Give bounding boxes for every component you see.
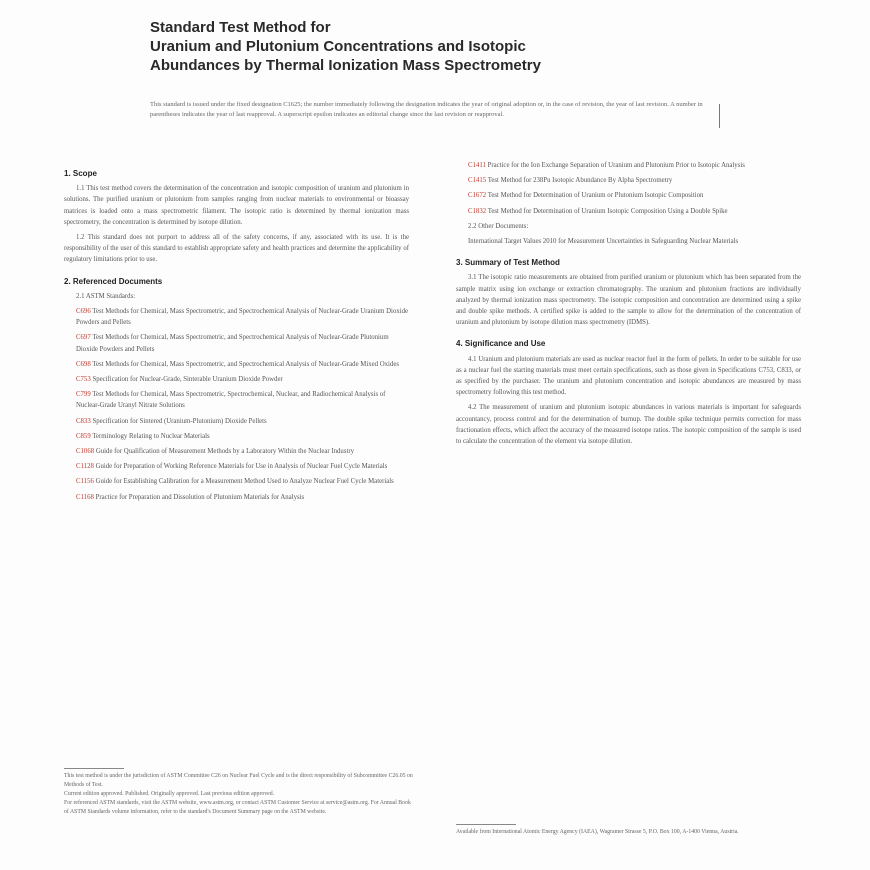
reference-code-link[interactable]: C1156: [76, 478, 94, 486]
section-heading-referenced-documents: 2. Referenced Documents: [64, 276, 163, 286]
summary-paragraph-1: 3.1 The isotopic ratio measurements are obtained from purified uranium or plutonium which has been separated from the sample matrix using ion exchange or extraction chromatography. The uranium and plutonium fractions are individually analyzed by thermal ionization mass spectrometry. The isotopic composition and concentration are determined using a spike and double spike methods. A certified spike is added to the sample to allow for the determination of the concentration of uranium and plutonium by isotope dilution mass spectrometry (IDMS).: [456, 274, 801, 327]
reference-code-link[interactable]: C1411: [468, 162, 486, 169]
reference-title: Guide for Qualification of Measurement Methods by a Laboratory Within the Nuclear Industry: [95, 448, 355, 456]
section-heading-significance: 4. Significance and Use: [456, 339, 546, 349]
title-line-2: Uranium and Plutonium Concentrations and Isotopic: [150, 38, 526, 55]
reference-item: [468, 206, 801, 217]
reference-title: Test Method for Determination of Uranium or Plutonium Isotopic Composition: [487, 192, 704, 200]
footnote-4: Available from International Atomic Energy Agency (IAEA), Wagramer Strasse 5, P.O. Box 100, A-1400 Vienna, Austria.: [456, 829, 739, 835]
issuance-note: This standard is issued under the fixed designation C1625; the number immediately following the designation indicates the year of original adoption or, in the case of revision, the year of last revision. A number in parentheses indicates the year of last reapproval. A superscript epsilon indicates an editorial change since the last revision or reapproval.: [150, 101, 703, 118]
reference-code-link[interactable]: C698: [76, 360, 91, 368]
reference-title: Test Methods for Chemical, Mass Spectrometric, and Spectrochemical Analysis of Nuclear-Grade Mixed Oxides: [92, 360, 399, 368]
reference-item: [468, 190, 801, 201]
section-heading-scope: 1. Scope: [64, 169, 97, 178]
reference-title: Specification for Nuclear-Grade, Sinterable Uranium Dioxide Powder: [92, 376, 283, 384]
footnote-2: Current edition approved. Published. Originally approved. Last previous edition approved.: [64, 791, 275, 797]
significance-paragraph-2: 4.2 The measurement of uranium and plutonium isotopic abundances in various materials is important for safeguards accountancy, process control and for the determination of burnup. The double spike technique permits correction for mass fractionation effects, which affect the accuracy of the measured isotope ratios. The isotopic composition of the sample is used to calculate the concentration of the element via isotope dilution.: [456, 404, 801, 446]
section-heading-summary: 3. Summary of Test Method: [456, 258, 560, 268]
reference-code-link[interactable]: C753: [76, 376, 91, 384]
reference-item: [468, 175, 801, 186]
reference-code-link[interactable]: C697: [76, 334, 91, 342]
reference-code-link[interactable]: C696: [76, 308, 91, 316]
reference-item: [468, 236, 801, 247]
footnotes-left: [64, 772, 414, 817]
scope-paragraph-2: 1.2 This standard does not purport to address all of the safety concerns, if any, associated with its use. It is the responsibility of the user of this standard to establish appropriate safety and health practices and determine the applicability of regulatory limitations prior to use.: [64, 234, 409, 264]
reference-code-link[interactable]: C1068: [76, 448, 95, 456]
reference-code-link[interactable]: C1415: [468, 177, 487, 185]
significance-paragraph-1: 4.1 Uranium and plutonium materials are used as nuclear reactor fuel in the form of pellets. In order to be suitable for use as a nuclear fuel the starting materials must meet certain specifications, such as those given in Specifications C753, C833, or as specified by the purchaser. The uranium and plutonium concentration and isotopic abundances are measured by mass spectrometry following this test method.: [456, 355, 801, 397]
reference-title: International Target Values 2010 for Measurement Uncertainties in Safeguarding Nuclear Materials: [468, 238, 739, 246]
reference-item: [76, 492, 409, 503]
reference-item: [76, 446, 409, 457]
reference-item: [76, 476, 409, 487]
reference-item: [76, 461, 409, 472]
reference-item: [76, 306, 409, 328]
reference-title: Test Method for Determination of Uranium Isotopic Composition Using a Double Spike: [487, 207, 728, 215]
reference-code-link[interactable]: C1832: [468, 207, 487, 215]
astm-standards-intro: 2.1 ASTM Standards:: [76, 292, 136, 300]
footnote-divider-left: [64, 768, 124, 769]
reference-title: Test Method for 238Pu Isotopic Abundance By Alpha Spectrometry: [487, 177, 673, 185]
footnotes-right: [456, 828, 806, 837]
revision-bar: [719, 104, 720, 128]
reference-item: [76, 416, 409, 427]
left-column: [64, 158, 409, 507]
footnote-3: For referenced ASTM standards, visit the ASTM website, www.astm.org, or contact ASTM Customer Service at service@astm.org. For Annual Book of ASTM Standards volume information, refer to the standard's Document Summary page on the ASTM website.: [64, 800, 411, 815]
reference-item: [468, 160, 801, 171]
reference-code-link[interactable]: C859: [76, 432, 91, 440]
footnote-divider-right: [456, 824, 516, 825]
reference-code-link[interactable]: C799: [76, 391, 91, 399]
reference-item: [76, 332, 409, 354]
reference-item: [76, 374, 409, 385]
title-line-3: Abundances by Thermal Ionization Mass Spectrometry: [150, 57, 541, 74]
document-title: [150, 18, 710, 75]
reference-code-link[interactable]: C833: [76, 417, 91, 425]
reference-title: Terminology Relating to Nuclear Materials: [92, 432, 210, 440]
reference-title: Test Methods for Chemical, Mass Spectrometric, Spectrochemical, Nuclear, and Radiochemical Analysis of Nuclear-Grade Uranyl Nitrate Solutions: [76, 391, 386, 410]
reference-title: Practice for the Ion Exchange Separation of Uranium and Plutonium Prior to Isotopic Analysis: [487, 162, 745, 169]
reference-code-link[interactable]: C1672: [468, 192, 487, 200]
reference-title: Guide for Establishing Calibration for a Measurement Method Used to Analyze Nuclear Fuel Cycle Materials: [95, 478, 394, 486]
scope-paragraph-1: 1.1 This test method covers the determination of the concentration and isotopic composition of uranium and plutonium in solutions. The purified uranium or plutonium from samples ranging from nuclear materials to environmental or bioassay matrices is loaded onto a mass spectrometric filament. The isotopic ratio is determined by thermal ionization mass spectrometry, the concentration is determined by isotope dilution.: [64, 185, 409, 226]
reference-item: [76, 431, 409, 442]
reference-title: Test Methods for Chemical, Mass Spectrometric, and Spectrochemical Analysis of Nuclear-Grade Uranium Dioxide Powders and Pellets: [76, 308, 409, 327]
reference-title: Guide for Preparation of Working Reference Materials for Use in Analysis of Nuclear Fuel Cycle Materials: [95, 463, 388, 471]
right-column: [456, 160, 801, 451]
reference-code-link[interactable]: C1168: [76, 493, 94, 501]
reference-item: [76, 359, 409, 370]
reference-title: Practice for Preparation and Dissolution of Plutonium Materials for Analysis: [95, 493, 305, 501]
reference-title: Test Methods for Chemical, Mass Spectrometric, and Spectrochemical Analysis of Nuclear-Grade Plutonium Dioxide Powders and Pellets: [76, 334, 389, 353]
reference-item: [76, 389, 409, 411]
reference-code-link[interactable]: C1128: [76, 463, 94, 471]
reference-item: [468, 221, 801, 232]
footnote-1: This test method is under the jurisdiction of ASTM Committee C26 on Nuclear Fuel Cycle and is the direct responsibility of Subcommittee C26.05 on Methods of Test.: [64, 773, 413, 788]
title-line-1: Standard Test Method for: [150, 19, 331, 36]
reference-title: 2.2 Other Documents:: [468, 222, 529, 230]
reference-title: Specification for Sintered (Uranium-Plutonium) Dioxide Pellets: [92, 417, 267, 425]
